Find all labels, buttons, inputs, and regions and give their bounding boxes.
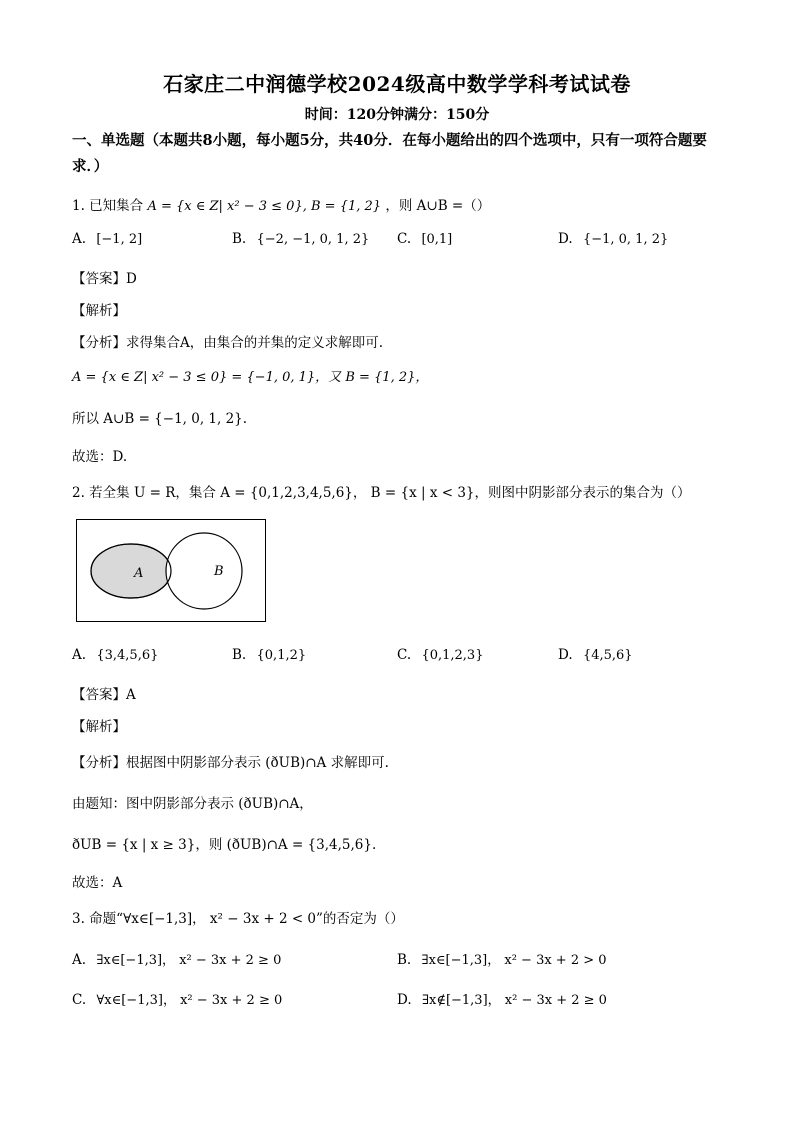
q1-option-label: A.	[72, 231, 87, 247]
q3-option-text: ∃x∈[−1,3]， x² − 3x + 2 ≥ 0	[96, 953, 282, 968]
exam-time-score: 时间：120分钟满分：150分	[304, 107, 490, 123]
venn-label-a: A	[133, 565, 143, 581]
q1-option-text: {−1, 0, 1, 2}	[582, 232, 669, 247]
q3-option-label: A.	[72, 952, 87, 968]
q2-stem: 2. 若全集 U = R，集合 A = {0,1,2,3,4,5,6}， B = {x | x < 3}，则图中阴影部分表示的集合为（）	[72, 485, 691, 501]
q2-option-label: D.	[558, 647, 573, 663]
venn-diagram	[76, 519, 266, 622]
q2-analysis-fenxi: 【分析】根据图中阴影部分表示 (ðUB)∩A 求解即可.	[72, 755, 389, 771]
q2-option-text: {0,1,2}	[256, 648, 307, 663]
q2-option-a	[72, 647, 158, 663]
q2-solution-line1: 由题知：图中阴影部分表示 (ðUB)∩A，	[72, 796, 313, 812]
q1-option-a	[72, 231, 142, 247]
q1-choose: 故选：D.	[72, 449, 128, 465]
q1-stem-suffix: ，则 A∪B =（）	[385, 198, 491, 214]
q1-solution-line2: 所以 A∪B = {−1, 0, 1, 2}.	[72, 411, 248, 427]
q1-option-label: C.	[397, 231, 412, 247]
section-heading: 一、单选题（本题共8小题，每小题5分，共40分．在每小题给出的四个选项中，只有一项符合题要求．）	[72, 132, 707, 175]
page-title: 石家庄二中润德学校2024级高中数学学科考试试卷	[163, 72, 631, 96]
q1-option-text: {−2, −1, 0, 1, 2}	[256, 232, 370, 247]
q1-option-text: [−1, 2]	[96, 232, 143, 247]
q3-option-d	[397, 989, 607, 1008]
q3-option-label: B.	[397, 952, 412, 968]
q1-set-definition: A = {x ∈ Z| x² − 3 ≤ 0}, B = {1, 2}	[147, 199, 382, 214]
q2-option-label: C.	[397, 647, 412, 663]
q2-solution-line2: ðUB = {x | x ≥ 3}，则 (ðUB)∩A = {3,4,5,6}.	[72, 837, 377, 853]
q3-option-c	[72, 989, 282, 1008]
q1-option-d	[558, 231, 668, 247]
q1-option-c	[397, 231, 452, 247]
q3-option-text: ∀x∈[−1,3]， x² − 3x + 2 ≥ 0	[96, 993, 283, 1008]
venn-svg	[76, 519, 266, 622]
q3-option-label: D.	[397, 992, 412, 1008]
q2-option-text: {0,1,2,3}	[421, 648, 484, 663]
q3-option-text: ∃x∉[−1,3]， x² − 3x + 2 ≥ 0	[421, 993, 607, 1008]
q1-answer: 【答案】D	[72, 271, 137, 287]
q3-option-label: C.	[72, 992, 87, 1008]
q1-option-label: B.	[232, 231, 247, 247]
q3-option-text: ∃x∈[−1,3]， x² − 3x + 2 > 0	[421, 953, 607, 968]
q2-option-b	[232, 647, 306, 663]
q2-choose: 故选：A	[72, 875, 123, 891]
q1-solution-line1: A = {x ∈ Z| x² − 3 ≤ 0} = {−1, 0, 1}，又 B = {1, 2}，	[72, 370, 429, 385]
q2-option-text: {3,4,5,6}	[96, 648, 159, 663]
q1-stem	[72, 194, 490, 214]
q2-option-text: {4,5,6}	[582, 648, 633, 663]
q3-option-b	[397, 949, 607, 968]
q2-option-d	[558, 647, 633, 663]
q3-option-a	[72, 949, 281, 968]
q1-option-text: [0,1]	[421, 232, 453, 247]
venn-set-b	[166, 533, 242, 609]
q1-stem-prefix: 1. 已知集合	[72, 198, 144, 214]
q1-analysis-fenxi: 【分析】求得集合A，由集合的并集的定义求解即可.	[72, 335, 384, 351]
q2-analysis-title: 【解析】	[72, 719, 126, 735]
q1-option-b	[232, 231, 369, 247]
q2-option-label: B.	[232, 647, 247, 663]
q1-analysis-title: 【解析】	[72, 303, 126, 319]
venn-label-b: B	[213, 563, 224, 579]
q3-stem: 3. 命题“∀x∈[−1,3]， x² − 3x + 2 < 0”的否定为（）	[72, 911, 404, 927]
q2-option-c	[397, 647, 483, 663]
q2-option-label: A.	[72, 647, 87, 663]
q2-answer: 【答案】A	[72, 687, 136, 703]
q1-option-label: D.	[558, 231, 573, 247]
